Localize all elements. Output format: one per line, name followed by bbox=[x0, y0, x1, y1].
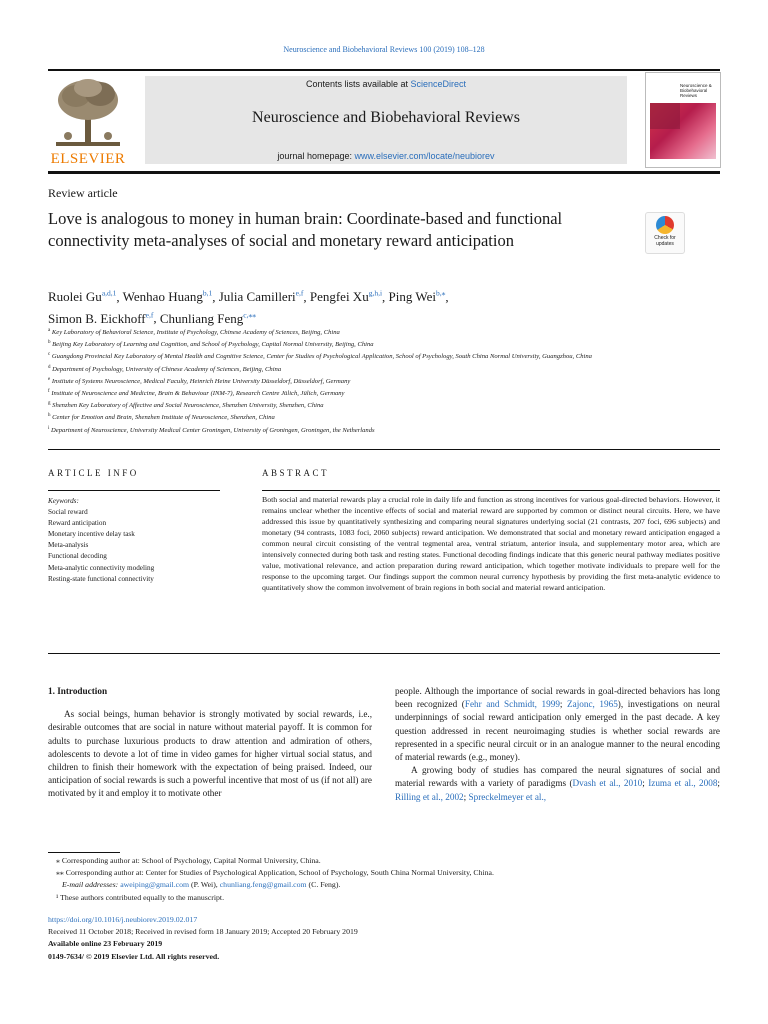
section-heading: 1. Introduction bbox=[48, 686, 108, 696]
body-column-left bbox=[48, 685, 372, 801]
cover-artwork-accent bbox=[650, 103, 680, 129]
journal-citation[interactable]: Neuroscience and Biobehavioral Reviews 100 (2019) 108–128 bbox=[283, 45, 485, 54]
author[interactable]: Wenhao Huang$^{b,1}$ bbox=[122, 289, 213, 305]
homepage-prefix: journal homepage: bbox=[277, 151, 355, 161]
keywords-block bbox=[48, 496, 154, 585]
article-type: Review article bbox=[48, 186, 118, 200]
affiliation: $^a$ Key Laboratory of Behavioral Science, Institute of Psychology, Chinese Academy of Sciences, Beijing, China bbox=[48, 328, 340, 337]
body-column-right bbox=[395, 685, 720, 804]
author[interactable]: Pengfei Xu$^{g,h,i}$ bbox=[309, 289, 383, 305]
affiliation: $^e$ Institute of Systems Neuroscience, Medical Faculty, Heinrich Heine University Düsseldorf, Düsseldorf, Germany bbox=[48, 376, 351, 385]
citation-link[interactable]: Fehr and Schmidt, 1999 bbox=[464, 699, 560, 710]
keyword: Functional decoding bbox=[48, 552, 107, 561]
email-footnote: E-mail addresses: aweiping@gmail.com (P. Wei), chunliang.feng@gmail.com (C. Feng). bbox=[62, 880, 341, 890]
paragraph: people. Although the importance of social rewards in goal-directed behaviors has long been recognized (Fehr and Schmidt, 1999; Zajonc, 1965), investigations on neural underpinnings of social reward anticipation only emerged in the past decade. A key question addressed in recent neuroimaging studies is whether social rewards are represented in a specific neural circuit or in an analogue manner to the neural encoding of material rewards (e.g., money). bbox=[395, 686, 721, 763]
abstract-bottom-rule bbox=[48, 653, 720, 654]
affiliation: $^c$ Guangdong Provincial Key Laboratory of Mental Health and Cognitive Science, Center for Studies of Psychological Application, School of Psychology, South China Normal University, Guangzhou, China bbox=[48, 352, 592, 361]
journal-cover-thumbnail[interactable] bbox=[645, 72, 721, 168]
header-top-rule bbox=[48, 69, 720, 71]
author[interactable]: Ping Wei$^{b,⁎}$ bbox=[388, 289, 446, 305]
journal-banner bbox=[145, 76, 627, 164]
keyword: Social reward bbox=[48, 508, 88, 517]
doi-link[interactable]: https://doi.org/10.1016/j.neubiorev.2019.02.017 bbox=[48, 915, 198, 924]
received-dates: Received 11 October 2018; Received in revised form 18 January 2019; Accepted 20 February 2019 bbox=[48, 927, 358, 937]
email-link[interactable]: aweiping@gmail.com bbox=[120, 880, 190, 890]
footnotes bbox=[48, 855, 720, 904]
author[interactable]: Ruolei Gu$^{a,d,1}$ bbox=[48, 289, 117, 305]
sciencedirect-link[interactable]: ScienceDirect bbox=[410, 79, 467, 89]
citation-link[interactable]: Izuma et al., 2008 bbox=[648, 778, 718, 789]
author-list: Ruolei Gu$^{a,d,1}$, Wenhao Huang$^{b,1}$, Julia Camilleri$^{e,f}$, Pengfei Xu$^{g,h,i}$, Ping Wei$^{b,⁎}$, Simon B. Eickhoff$^{e,f}$, Chunliang Feng$^{c,⁎⁎}$ bbox=[48, 289, 449, 326]
footnote: ⁎⁎ Corresponding author at: Center for Studies of Psychological Application, School of Psychology, South China Normal University, China. bbox=[56, 868, 494, 878]
keyword: Monetary incentive delay task bbox=[48, 530, 135, 539]
citation-link[interactable]: Zajonc, 1965 bbox=[567, 699, 618, 710]
abstract-text: Both social and material rewards play a crucial role in daily life and function as strong incentives for various goal-directed behaviors. However, it remains unclear whether the incentive effects of social and material reward are supported by common or distinct neural circuits. Here, we have addressed this issue by quantitatively synthesizing and comparing neural signatures underlying social (21 contrasts, 207 foci, 696 subjects) and monetary (94 contrasts, 1083 foci, 2060 subjects) reward anticipation. We demonstrated that social and monetary reward anticipation engaged a common neural circuit consisting of the ventral tegmental area, ventral striatum, anterior insula, and supplementary motor area, which are intensively connected during both task and resting states. Functional decoding findings indicate that this generic neural pathway mediates positive value, motivational relevance, and action preparation during reward anticipation, which together motivate individuals to prepare well for the response to the upcoming target. Our findings support the common neural currency hypothesis by providing the first meta-analytic evidence to quantitatively show the common involvement of brain regions in both social and material reward anticipation. bbox=[262, 495, 720, 593]
crossmark-label: Check for updates bbox=[654, 235, 676, 247]
crossmark-icon bbox=[656, 216, 674, 234]
affiliation-list bbox=[48, 326, 648, 436]
crossmark-button[interactable] bbox=[645, 212, 685, 254]
publisher-name: ELSEVIER bbox=[50, 151, 126, 167]
citation-link[interactable]: Rilling et al., 2002 bbox=[395, 791, 464, 802]
elsevier-tree-icon bbox=[48, 76, 128, 150]
footnote: ⁎ Corresponding author at: School of Psychology, Capital Normal University, China. bbox=[56, 856, 321, 865]
paragraph: A growing body of studies has compared the neural signatures of social and material rewards with a variety of paradigms (Dvash et al., 2010; Izuma et al., 2008; Rilling et al., 2002; Spreckelmeyer et al., bbox=[395, 765, 720, 802]
affiliation: $^i$ Department of Neuroscience, University Medical Center Groningen, University of Groningen, Groningen, the Netherlands bbox=[48, 425, 375, 434]
citation-link[interactable]: Spreckelmeyer et al., bbox=[468, 791, 547, 802]
citation-link[interactable]: Dvash et al., 2010 bbox=[572, 778, 643, 789]
article-info-top-rule bbox=[48, 449, 720, 450]
cover-title: Neuroscience & Biobehavioral Reviews bbox=[680, 83, 712, 99]
email-link[interactable]: chunliang.feng@gmail.com bbox=[219, 880, 307, 890]
homepage-link[interactable]: www.elsevier.com/locate/neubiorev bbox=[354, 151, 495, 161]
article-info-heading: ARTICLE INFO bbox=[48, 468, 139, 478]
keyword: Reward anticipation bbox=[48, 519, 107, 528]
contents-prefix: Contents lists available at bbox=[305, 79, 411, 89]
abstract-heading: ABSTRACT bbox=[262, 468, 330, 478]
copyright: 0149-7634/ © 2019 Elsevier Ltd. All rights reserved. bbox=[48, 951, 220, 961]
homepage-line bbox=[145, 151, 627, 161]
publication-info bbox=[48, 914, 358, 963]
keywords-rule bbox=[48, 490, 220, 491]
journal-title: Neuroscience and Biobehavioral Reviews bbox=[252, 109, 520, 126]
footnote-rule bbox=[48, 852, 120, 853]
abstract-rule bbox=[262, 490, 720, 491]
affiliation: $^f$ Institute of Neuroscience and Medicine, Brain & Behaviour (INM-7), Research Centre Jülich, Jülich, Germany bbox=[48, 388, 345, 398]
contents-line bbox=[145, 79, 627, 89]
keyword: Meta-analytic connectivity modeling bbox=[48, 563, 155, 572]
footnote: ¹ These authors contributed equally to the manuscript. bbox=[56, 892, 225, 902]
paper-title: Love is analogous to money in human brain: Coordinate-based and functional connectivity meta-analyses of social and monetary reward anticipation bbox=[48, 209, 563, 250]
keyword: Resting-state functional connectivity bbox=[48, 574, 154, 583]
affiliation: $^d$ Department of Psychology, University of Chinese Academy of Sciences, Beijing, China bbox=[48, 364, 282, 373]
affiliation: $^b$ Beijing Key Laboratory of Learning and Cognition, and School of Psychology, Capital Normal University, Beijing, China bbox=[48, 340, 374, 349]
keyword: Meta-analysis bbox=[48, 541, 89, 550]
header-bottom-rule bbox=[48, 171, 720, 174]
affiliation: $^g$ Shenzhen Key Laboratory of Affective and Social Neuroscience, Shenzhen University, Shenzhen, China bbox=[48, 401, 324, 410]
author[interactable]: Simon B. Eickhoff$^{e,f}$ bbox=[48, 310, 154, 326]
elsevier-logo bbox=[48, 76, 128, 168]
author[interactable]: Chunliang Feng$^{c,⁎⁎}$ bbox=[159, 310, 256, 326]
online-date: Available online 23 February 2019 bbox=[48, 939, 163, 949]
keywords-label: Keywords: bbox=[48, 497, 79, 505]
affiliation: $^h$ Center for Emotion and Brain, Shenzhen Institute of Neuroscience, Shenzhen, China bbox=[48, 413, 275, 422]
paragraph: As social beings, human behavior is strongly motivated by social rewards, i.e., desirable outcomes that are social in nature without material payoff. It is common for adults to purchase luxurious products to draw attention and admiration of others, adolescents to devote a lot of time in video games for higher virtual social status, and children to finish their homework with the expectation of being praised. Indeed, our anticipation of social rewards is such a powerful incentive that most of us (if not all) are motivated by it and employ it to motivate other bbox=[48, 709, 372, 799]
author[interactable]: Julia Camilleri$^{e,f}$ bbox=[218, 289, 304, 305]
